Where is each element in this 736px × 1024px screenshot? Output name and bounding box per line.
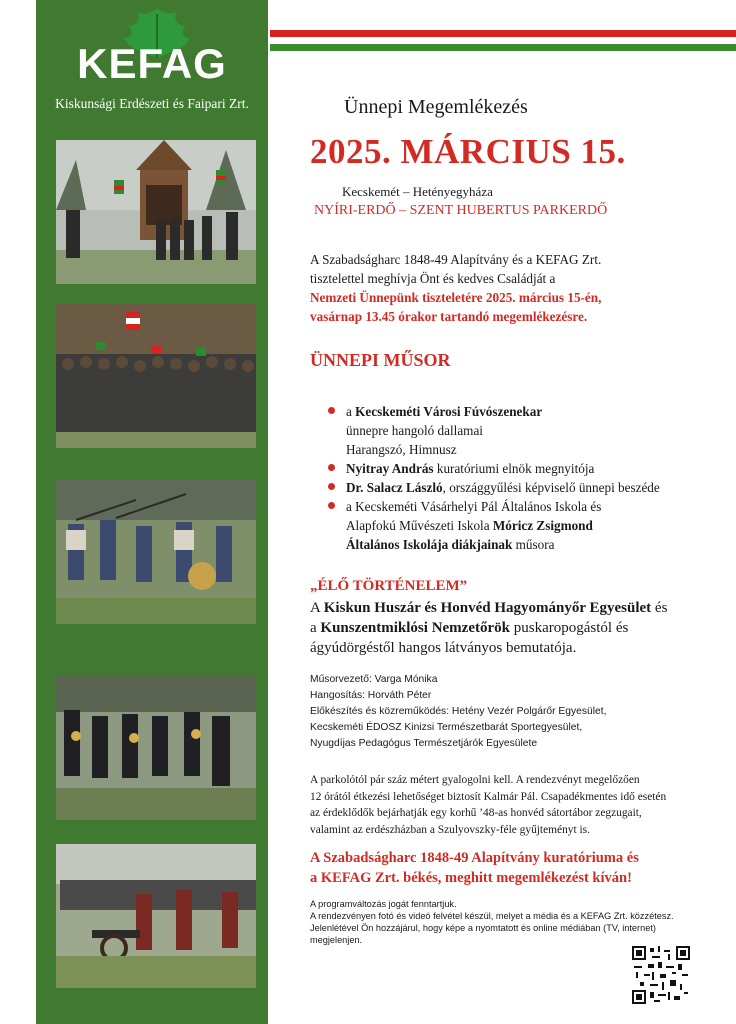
credit-line: Előkészítés és közreműködés: Hetény Vezér Polgárőr Egyesület, bbox=[310, 706, 607, 717]
info-line: 12 órától étkezési lehetőséget biztosít Kalmár Pál. Csapadékmentes idő esetén bbox=[310, 790, 667, 803]
fine-print-line: A rendezvényen fotó és videó felvétel készül, melyet a média és a KEFAG Zrt. közzétesz. bbox=[310, 911, 674, 921]
credit-line: Nyugdíjas Pedagógus Természetjárók Egyesülete bbox=[310, 738, 538, 749]
photo-brass-band bbox=[56, 676, 256, 820]
invitation-line: A Szabadságharc 1848-49 Alapítvány és a KEFAG Zrt. bbox=[310, 252, 602, 267]
fine-print-line: Jelenlétével Ön hozzájárul, hogy képe a nyomtatott és online médiában (TV, internet) bbox=[310, 923, 656, 933]
main-content bbox=[270, 0, 736, 1024]
event-location-city: Kecskemét – Hetényegyháza bbox=[342, 184, 493, 199]
sidebar bbox=[36, 0, 268, 1024]
credit-line: Hangosítás: Horváth Péter bbox=[310, 690, 432, 701]
fine-print-line: A programváltozás jogát fenntartjuk. bbox=[310, 899, 457, 909]
event-location-venue: NYÍRI-ERDŐ – SZENT HUBERTUS PARKERDŐ bbox=[314, 203, 608, 218]
program-title: ÜNNEPI MŰSOR bbox=[310, 350, 451, 370]
credit-line: Kecskeméti ÉDOSZ Kinizsi Természetbarát Sportegyesület, bbox=[310, 722, 583, 733]
invitation-highlight: vasárnap 13.45 órakor tartandó megemlékezésre. bbox=[310, 309, 588, 324]
photo-crowd-flags bbox=[56, 304, 256, 448]
program-item: Dr. Salacz László, országgyűlési képviselő ünnepi beszéde bbox=[328, 478, 728, 497]
program-item: a Kecskeméti Vásárhelyi Pál Általános Iskola és Alapfokú Művészeti Iskola Móricz Zsigmond Általános Iskolája diákjainak műsora bbox=[328, 497, 728, 554]
photo-hussar-reenactors bbox=[56, 480, 256, 624]
program-item: Nyitray András kuratóriumi elnök megnyitója bbox=[328, 459, 728, 478]
info-line: A parkolótól pár száz métert gyalogolni kell. A rendezvényt megelőzően bbox=[310, 774, 640, 786]
bullet-icon bbox=[328, 483, 335, 490]
program-item: Harangszó, Himnusz bbox=[346, 442, 457, 457]
program-item: a Kecskeméti Városi Fúvószenekar ünnepre hangoló dallamai bbox=[328, 402, 728, 440]
fine-print bbox=[310, 898, 680, 946]
info-line: az érdeklődők bejárhatják egy korhű ’48-as honvéd sátortábor zegzugait, bbox=[310, 807, 642, 819]
event-title: Ünnepi Megemlékezés bbox=[344, 96, 528, 118]
living-history-text: A Kiskun Huszár és Honvéd Hagyományőr Egyesület és a Kunszentmiklósi Nemzetőrök puskaropogástól és ágyúdörgéstől hangos látványos bemutatója. bbox=[310, 600, 668, 656]
photo-ceremony-stage bbox=[56, 140, 256, 284]
qr-code[interactable] bbox=[632, 946, 690, 1004]
photo-cannon-demo bbox=[56, 844, 256, 988]
invitation-text bbox=[310, 250, 730, 326]
closing-message: A Szabadságharc 1848-49 Alapítvány kuratóriuma és a KEFAG Zrt. békés, meghitt megemlékezést kíván! bbox=[310, 850, 639, 886]
invitation-line: tisztelettel meghívja Önt és kedves Családját a bbox=[310, 271, 556, 286]
fine-print-line: megjelenjen. bbox=[310, 935, 363, 945]
program-list bbox=[328, 402, 728, 554]
bullet-icon bbox=[328, 407, 335, 414]
logo-name: KEFAG bbox=[77, 40, 227, 87]
practical-info bbox=[310, 772, 730, 838]
bullet-icon bbox=[328, 502, 335, 509]
credit-line: Műsorvezető: Varga Mónika bbox=[310, 674, 438, 685]
kefag-logo bbox=[36, 0, 268, 128]
event-date: 2025. MÁRCIUS 15. bbox=[310, 132, 626, 171]
logo-subtitle: Kiskunsági Erdészeti és Faipari Zrt. bbox=[55, 96, 249, 111]
info-line: valamint az erdészházban a Szulyovszky-féle gyűjteményt is. bbox=[310, 823, 590, 836]
living-history-title: „ÉLŐ TÖRTÉNELEM” bbox=[310, 578, 468, 594]
bullet-icon bbox=[328, 464, 335, 471]
credits bbox=[310, 672, 730, 752]
invitation-highlight: Nemzeti Ünnepünk tiszteletére 2025. március 15-én, bbox=[310, 290, 602, 305]
